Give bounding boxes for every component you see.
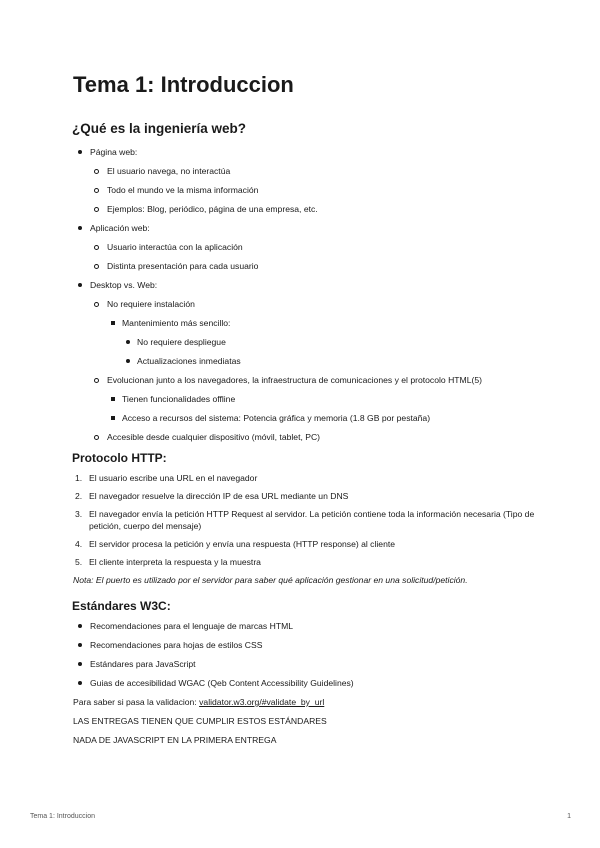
list-item: Recomendaciones para el lenguaje de marcas HTML [73, 620, 543, 632]
list-item-label: Página web: [90, 147, 138, 157]
validation-paragraph [73, 696, 543, 708]
list-item: Usuario interactúa con la aplicación [90, 241, 543, 253]
list-item [90, 374, 543, 424]
list-item: Acceso a recursos del sistema: Potencia gráfica y memoria (1.8 GB por pestaña) [107, 412, 543, 424]
sub-list [90, 165, 543, 215]
list-item: El cliente interpreta la respuesta y la muestra [89, 557, 261, 567]
sub-list [90, 298, 543, 443]
page-number: 1 [567, 813, 571, 820]
list-item [73, 279, 543, 443]
list-item: No requiere despliegue [122, 336, 543, 348]
requirement-line-1: LAS ENTREGAS TIENEN QUE CUMPLIR ESTOS ESTÁNDARES [73, 716, 327, 726]
list-item: El usuario navega, no interactúa [90, 165, 543, 177]
http-steps-list [73, 472, 543, 568]
list-item: Accesible desde cualquier dispositivo (móvil, tablet, PC) [90, 431, 543, 443]
list-item: Recomendaciones para hojas de estilos CSS [73, 639, 543, 651]
section-heading-http: Protocolo HTTP: [72, 451, 167, 465]
list-item-label: No requiere instalación [107, 299, 195, 309]
requirement-line-2: NADA DE JAVASCRIPT EN LA PRIMERA ENTREGA [73, 735, 277, 745]
list-item [73, 146, 543, 215]
sub-list [107, 317, 543, 367]
list-item-label: Desktop vs. Web: [90, 280, 158, 290]
section-heading-web: ¿Qué es la ingeniería web? [72, 121, 247, 136]
list-item [107, 317, 543, 367]
sub-list [122, 336, 543, 367]
list-item: Todo el mundo ve la misma información [90, 184, 543, 196]
list-item: Estándares para JavaScript [73, 658, 543, 670]
validation-prefix: Para saber si pasa la validacion: [73, 697, 200, 707]
footer-title: Tema 1: Introduccion [30, 813, 95, 820]
page-title: Tema 1: Introduccion [73, 72, 294, 97]
list-item-label: Mantenimiento más sencillo: [122, 318, 231, 328]
sub-list [107, 393, 543, 424]
validator-link[interactable]: validator.w3.org/#validate_by_url [199, 697, 325, 707]
sub-list [90, 241, 543, 272]
section-heading-w3c: Estándares W3C: [72, 599, 171, 613]
list-item [90, 298, 543, 367]
list-item: Actualizaciones inmediatas [122, 355, 543, 367]
list-item: Guias de accesibilidad WGAC (Qeb Content Accessibility Guidelines) [73, 677, 543, 689]
list-item: Ejemplos: Blog, periódico, página de una empresa, etc. [90, 203, 543, 215]
w3c-list [73, 620, 543, 689]
list-item: El navegador envía la petición HTTP Request al servidor. La petición contiene toda la información necesaria (Tipo de petición, cuerpo del mensaje) [89, 509, 535, 531]
list-item: Tienen funcionalidades offline [107, 393, 543, 405]
list-item: El navegador resuelve la dirección IP de esa URL mediante un DNS [89, 491, 349, 501]
document-page [73, 70, 543, 753]
list-item: El servidor procesa la petición y envía una respuesta (HTTP response) al cliente [89, 539, 396, 549]
list-item: Distinta presentación para cada usuario [90, 260, 543, 272]
http-note: Nota: El puerto es utilizado por el servidor para saber qué aplicación gestionar en una solicitud/petición. [73, 575, 468, 585]
list-item [73, 222, 543, 272]
list-item: El usuario escribe una URL en el navegador [89, 473, 258, 483]
list-item-label: Evolucionan junto a los navegadores, la infraestructura de comunicaciones y el protocolo HTML(5) [107, 375, 482, 385]
list-item-label: Aplicación web: [90, 223, 150, 233]
web-list [73, 146, 543, 443]
